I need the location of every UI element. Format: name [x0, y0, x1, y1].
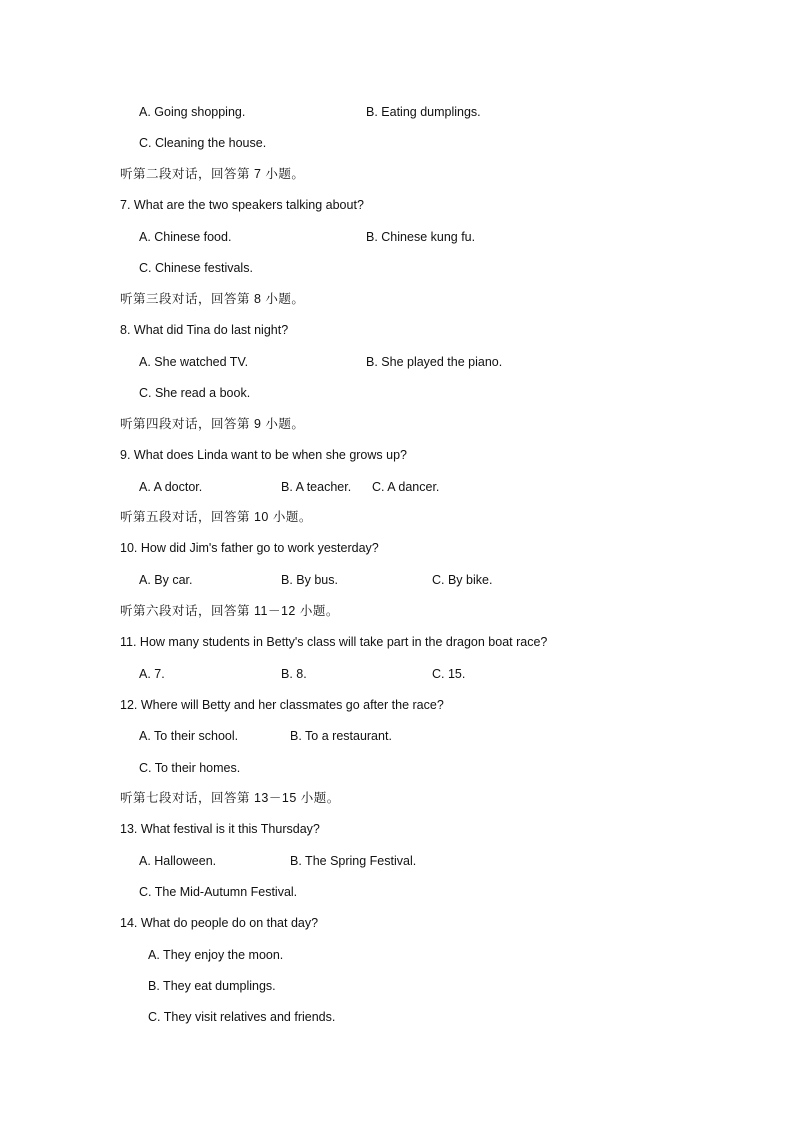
q12-option-b: B. To a restaurant.	[290, 729, 392, 743]
q10-option-b: B. By bus.	[281, 573, 338, 587]
q13-option-b: B. The Spring Festival.	[290, 854, 417, 868]
section-instruction-6: 听第六段对话，回答第 11－12 小题。	[120, 604, 339, 618]
section-instruction-5: 听第五段对话，回答第 10 小题。	[120, 510, 312, 524]
q8-option-c: C. She read a book.	[139, 386, 251, 400]
section-instruction-2: 听第二段对话，回答第 7 小题。	[120, 167, 305, 181]
section-instruction-4: 听第四段对话，回答第 9 小题。	[120, 417, 305, 431]
q11-option-a: A. 7.	[139, 667, 165, 681]
q11-option-b: B. 8.	[281, 667, 307, 681]
section-instruction-7: 听第七段对话，回答第 13－15 小题。	[120, 791, 340, 805]
q7-option-c: C. Chinese festivals.	[139, 261, 253, 275]
q6-option-c: C. Cleaning the house.	[139, 136, 267, 150]
q8-question: 8. What did Tina do last night?	[120, 323, 289, 337]
q11-question: 11. How many students in Betty's class will take part in the dragon boat race?	[120, 635, 548, 649]
q13-question: 13. What festival is it this Thursday?	[120, 822, 320, 836]
q7-option-a: A. Chinese food.	[139, 230, 232, 244]
q14-option-c: C. They visit relatives and friends.	[148, 1010, 336, 1024]
q8-option-a: A. She watched TV.	[139, 355, 249, 369]
q13-option-c: C. The Mid-Autumn Festival.	[139, 885, 298, 899]
q7-question: 7. What are the two speakers talking about?	[120, 198, 364, 212]
q11-option-c: C. 15.	[432, 667, 466, 681]
q13-option-a: A. Halloween.	[139, 854, 217, 868]
q14-option-b: B. They eat dumplings.	[148, 979, 276, 993]
q14-question: 14. What do people do on that day?	[120, 916, 319, 930]
q6-option-a: A. Going shopping.	[139, 105, 246, 119]
q7-option-b: B. Chinese kung fu.	[366, 230, 476, 244]
q14-option-a: A. They enjoy the moon.	[148, 948, 284, 962]
q12-option-a: A. To their school.	[139, 729, 239, 743]
q9-option-a: A. A doctor.	[139, 480, 203, 494]
q10-question: 10. How did Jim's father go to work yesterday?	[120, 541, 379, 555]
q9-question: 9. What does Linda want to be when she grows up?	[120, 448, 407, 462]
q6-option-b: B. Eating dumplings.	[366, 105, 481, 119]
q10-option-a: A. By car.	[139, 573, 193, 587]
q8-option-b: B. She played the piano.	[366, 355, 503, 369]
q9-option-c: C. A dancer.	[372, 480, 440, 494]
q10-option-c: C. By bike.	[432, 573, 493, 587]
q12-question: 12. Where will Betty and her classmates go after the race?	[120, 698, 444, 712]
section-instruction-3: 听第三段对话，回答第 8 小题。	[120, 292, 305, 306]
q9-option-b: B. A teacher.	[281, 480, 352, 494]
q12-option-c: C. To their homes.	[139, 761, 241, 775]
